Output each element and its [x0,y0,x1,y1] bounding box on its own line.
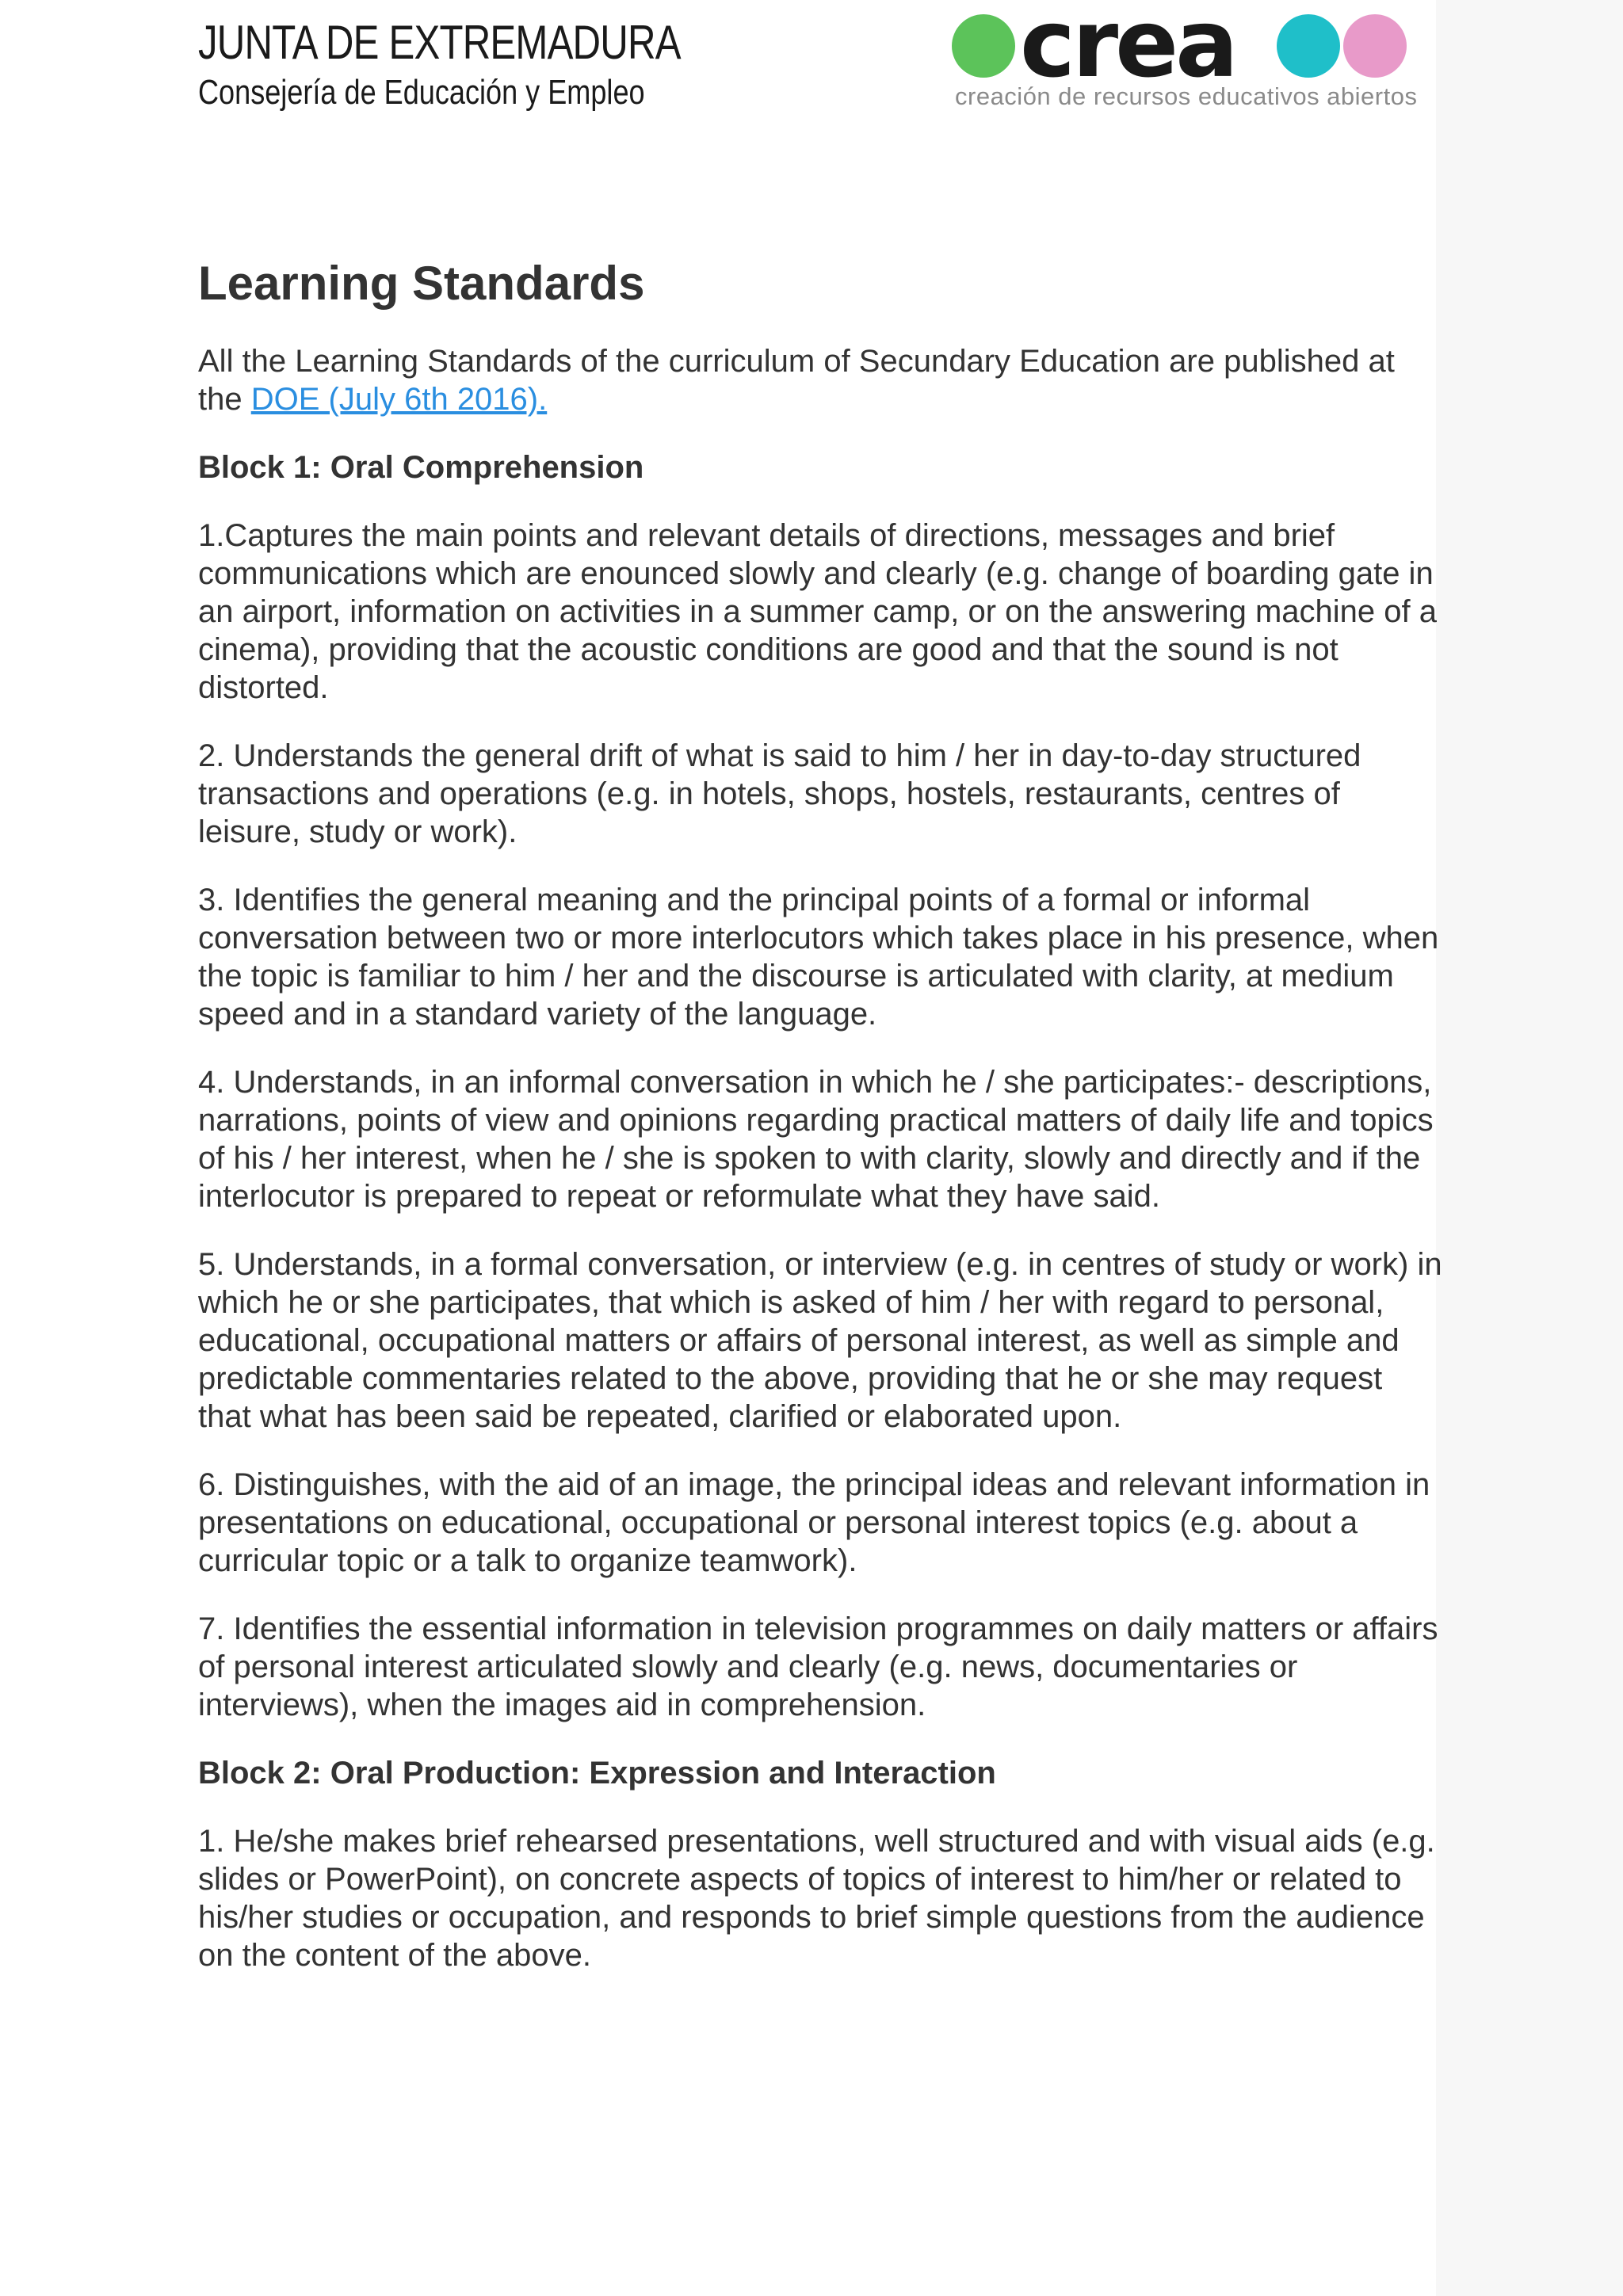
doe-link[interactable]: DOE (July 6th 2016). [250,382,548,417]
crea-tagline: creación de recursos educativos abiertos [955,82,1418,110]
block1-item: 3. Identifies the general meaning and the principal points of a formal or informal conversation between two or more interlocutors which takes place in his presence, when the topic is familiar to him / her and the discourse is articulated with clarity, at medium speed and in a standard variety of the language. [198,883,1439,1032]
block2-item: 1. He/she makes brief rehearsed presentations, well structured and with visual aids (e.g. slides or PowerPoint), on concrete aspects of topics of interest to him/her or related to his/her studies or occupation, and responds to brief simple questions from the audience on the content of the above. [198,1824,1435,1973]
crea-logo [947,6,1418,113]
block2-title: Block 2: Oral Production: Expression and Interaction [198,1756,996,1791]
page-edge-shade [1436,0,1623,2296]
junta-subtitle: Consejería de Educación y Empleo [198,73,645,112]
crea-pink-dot-icon [1343,14,1407,78]
document-body [198,252,1442,1974]
intro-paragraph [198,342,1442,418]
block1-item: 6. Distinguishes, with the aid of an image, the principal ideas and relevant information in presentations on educational, occupational or personal interest topics (e.g. about a curricular topic or a talk to organize teamwork). [198,1467,1430,1578]
block1-title: Block 1: Oral Comprehension [198,450,644,485]
crea-logo-text: crea [1020,6,1235,86]
crea-logo-mark [947,6,1415,86]
crea-green-dot-icon [952,14,1015,78]
block1-item: 2. Understands the general drift of what is said to him / her in day-to-day structured transactions and operations (e.g. in hotels, shops, hostels, restaurants, centres of leisure, study or work). [198,738,1361,849]
block1-item: 7. Identifies the essential information in television programmes on daily matters or affairs of personal interest articulated slowly and clearly (e.g. news, documentaries or interviews), when the images aid in comprehension. [198,1611,1438,1722]
block1-item: 1.Captures the main points and relevant details of directions, messages and brief communications which are enounced slowly and clearly (e.g. change of boarding gate in an airport, information on activities in a summer camp, or on the answering machine of a cinema), providing that the acoustic conditions are good and that the sound is not distorted. [198,518,1437,705]
junta-logo [198,16,681,113]
intro-text: All the Learning Standards of the curriculum of Secundary Education are published at the [198,344,1395,417]
junta-title: JUNTA DE EXTREMADURA [198,16,681,69]
block1-item: 5. Understands, in a formal conversation, or interview (e.g. in centres of study or work) in which he or she participates, that which is asked of him / her with regard to personal, educational, occupational matters or affairs of personal interest, as well as simple and predictable commentaries related to the above, providing that he or she may request that what has been said be repeated, clarified or elaborated upon. [198,1247,1442,1434]
block1-item: 4. Understands, in an informal conversation in which he / she participates:- descriptions, narrations, points of view and opinions regarding practical matters of daily life and topics of his / her interest, when he / she is spoken to with clarity, slowly and directly and if the interlocutor is prepared to repeat or reformulate what they have said. [198,1065,1434,1214]
crea-teal-dot-icon [1277,14,1340,78]
page-title: Learning Standards [198,257,645,310]
